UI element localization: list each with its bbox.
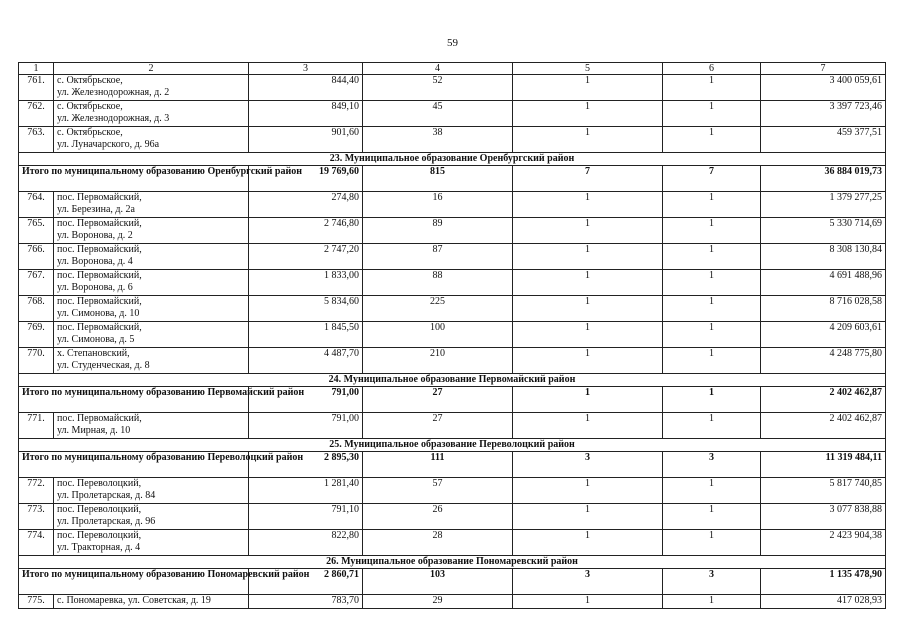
row-number: 769. <box>19 322 54 348</box>
area-cell: 2 860,71 <box>249 569 363 595</box>
address-line: ул. Пролетарская, д. 96 <box>57 516 156 527</box>
address-line: ул. Студенческая, д. 8 <box>57 360 150 371</box>
address-cell <box>54 101 249 127</box>
col6-cell: 1 <box>663 387 761 413</box>
table-row <box>19 296 886 322</box>
address-line: пос. Первомайский, <box>57 296 142 307</box>
section-heading-row <box>19 556 886 569</box>
row-number: 763. <box>19 127 54 153</box>
address-cell <box>54 75 249 101</box>
cost-cell: 3 400 059,61 <box>761 75 886 101</box>
address-line: пос. Переволоцкий, <box>57 478 142 489</box>
address-line: ул. Воронова, д. 2 <box>57 230 133 241</box>
area-cell: 274,80 <box>249 192 363 218</box>
area-cell: 791,10 <box>249 504 363 530</box>
total-label: Итого по муниципальному образованию Переволоцкий район <box>19 452 249 478</box>
col6-cell: 1 <box>663 244 761 270</box>
col6-cell: 1 <box>663 127 761 153</box>
col6-cell: 1 <box>663 192 761 218</box>
page-number: 59 <box>447 37 458 49</box>
cost-cell: 417 028,93 <box>761 595 886 609</box>
area-cell: 844,40 <box>249 75 363 101</box>
col6-cell: 1 <box>663 530 761 556</box>
area-cell: 19 769,60 <box>249 166 363 192</box>
column-header-row <box>19 63 886 75</box>
total-row <box>19 452 886 478</box>
address-cell <box>54 413 249 439</box>
count-cell: 27 <box>363 387 513 413</box>
address-cell <box>54 322 249 348</box>
col5-cell: 1 <box>513 387 663 413</box>
col6-cell: 7 <box>663 166 761 192</box>
total-label: Итого по муниципальному образованию Оренбургский район <box>19 166 249 192</box>
area-cell: 5 834,60 <box>249 296 363 322</box>
address-line: ул. Железнодорожная, д. 3 <box>57 113 170 124</box>
section-heading-row <box>19 374 886 387</box>
row-number: 762. <box>19 101 54 127</box>
total-label: Итого по муниципальному образованию Первомайский район <box>19 387 249 413</box>
area-cell: 849,10 <box>249 101 363 127</box>
col5-cell: 1 <box>513 296 663 322</box>
address-cell <box>54 270 249 296</box>
row-number: 775. <box>19 595 54 609</box>
col6-cell: 1 <box>663 101 761 127</box>
col6-cell: 3 <box>663 569 761 595</box>
address-cell <box>54 192 249 218</box>
total-label: Итого по муниципальному образованию Пономаревский район <box>19 569 249 595</box>
cost-cell: 5 817 740,85 <box>761 478 886 504</box>
section-heading-row <box>19 153 886 166</box>
section-heading: 25. Муниципальное образование Переволоцкий район <box>19 439 886 452</box>
column-header: 3 <box>249 63 363 75</box>
table-row <box>19 101 886 127</box>
table-row <box>19 192 886 218</box>
col5-cell: 1 <box>513 595 663 609</box>
address-line: ул. Пролетарская, д. 84 <box>57 490 156 501</box>
col6-cell: 1 <box>663 218 761 244</box>
count-cell: 27 <box>363 413 513 439</box>
address-line: ул. Воронова, д. 4 <box>57 256 133 267</box>
column-header: 1 <box>19 63 54 75</box>
row-number: 773. <box>19 504 54 530</box>
table-row <box>19 322 886 348</box>
table-row <box>19 348 886 374</box>
address-line: с. Октябрьское, <box>57 127 123 138</box>
col5-cell: 1 <box>513 504 663 530</box>
count-cell: 16 <box>363 192 513 218</box>
cost-cell: 2 423 904,38 <box>761 530 886 556</box>
col5-cell: 1 <box>513 413 663 439</box>
address-line: пос. Первомайский, <box>57 413 142 424</box>
total-row <box>19 387 886 413</box>
col5-cell: 1 <box>513 75 663 101</box>
row-number: 774. <box>19 530 54 556</box>
cost-cell: 11 319 484,11 <box>761 452 886 478</box>
address-cell <box>54 348 249 374</box>
address-line: х. Степановский, <box>57 348 130 359</box>
area-cell: 1 845,50 <box>249 322 363 348</box>
col6-cell: 1 <box>663 75 761 101</box>
count-cell: 45 <box>363 101 513 127</box>
col6-cell: 1 <box>663 270 761 296</box>
col5-cell: 1 <box>513 192 663 218</box>
table-row <box>19 530 886 556</box>
count-cell: 225 <box>363 296 513 322</box>
cost-cell: 3 077 838,88 <box>761 504 886 530</box>
table-row <box>19 75 886 101</box>
cost-cell: 8 308 130,84 <box>761 244 886 270</box>
section-heading-row <box>19 439 886 452</box>
address-line: пос. Первомайский, <box>57 218 142 229</box>
column-header: 5 <box>513 63 663 75</box>
col5-cell: 1 <box>513 270 663 296</box>
count-cell: 87 <box>363 244 513 270</box>
count-cell: 103 <box>363 569 513 595</box>
address-cell <box>54 127 249 153</box>
row-number: 770. <box>19 348 54 374</box>
address-line: ул. Симонова, д. 5 <box>57 334 135 345</box>
cost-cell: 4 248 775,80 <box>761 348 886 374</box>
row-number: 772. <box>19 478 54 504</box>
table-row <box>19 270 886 296</box>
address-line: ул. Симонова, д. 10 <box>57 308 140 319</box>
cost-cell: 36 884 019,73 <box>761 166 886 192</box>
count-cell: 100 <box>363 322 513 348</box>
address-line: пос. Первомайский, <box>57 192 142 203</box>
section-heading: 26. Муниципальное образование Пономаревский район <box>19 556 886 569</box>
address-line: пос. Первомайский, <box>57 244 142 255</box>
address-cell <box>54 530 249 556</box>
register-table <box>18 62 886 609</box>
address-line: ул. Луначарского, д. 96а <box>57 139 160 150</box>
col5-cell: 1 <box>513 478 663 504</box>
count-cell: 29 <box>363 595 513 609</box>
cost-cell: 1 379 277,25 <box>761 192 886 218</box>
col5-cell: 7 <box>513 166 663 192</box>
count-cell: 26 <box>363 504 513 530</box>
cost-cell: 8 716 028,58 <box>761 296 886 322</box>
area-cell: 2 895,30 <box>249 452 363 478</box>
col6-cell: 1 <box>663 413 761 439</box>
count-cell: 89 <box>363 218 513 244</box>
col6-cell: 3 <box>663 452 761 478</box>
column-header: 4 <box>363 63 513 75</box>
address-cell <box>54 244 249 270</box>
row-number: 761. <box>19 75 54 101</box>
column-header: 7 <box>761 63 886 75</box>
col5-cell: 3 <box>513 452 663 478</box>
address-cell <box>54 478 249 504</box>
column-header: 6 <box>663 63 761 75</box>
count-cell: 210 <box>363 348 513 374</box>
area-cell: 2 746,80 <box>249 218 363 244</box>
address-line: с. Октябрьское, <box>57 101 123 112</box>
address-line: с. Пономаревка, ул. Советская, д. 19 <box>57 595 211 606</box>
area-cell: 791,00 <box>249 387 363 413</box>
address-cell <box>54 595 249 609</box>
col6-cell: 1 <box>663 595 761 609</box>
table-row <box>19 127 886 153</box>
cost-cell: 3 397 723,46 <box>761 101 886 127</box>
col5-cell: 1 <box>513 348 663 374</box>
col6-cell: 1 <box>663 348 761 374</box>
area-cell: 822,80 <box>249 530 363 556</box>
address-line: с. Октябрьское, <box>57 75 123 86</box>
address-cell <box>54 218 249 244</box>
area-cell: 1 281,40 <box>249 478 363 504</box>
table-row <box>19 218 886 244</box>
area-cell: 783,70 <box>249 595 363 609</box>
col5-cell: 1 <box>513 127 663 153</box>
address-line: ул. Мирная, д. 10 <box>57 425 131 436</box>
address-cell <box>54 296 249 322</box>
col6-cell: 1 <box>663 296 761 322</box>
cost-cell: 2 402 462,87 <box>761 387 886 413</box>
column-header: 2 <box>54 63 249 75</box>
section-heading: 24. Муниципальное образование Первомайский район <box>19 374 886 387</box>
area-cell: 2 747,20 <box>249 244 363 270</box>
section-heading: 23. Муниципальное образование Оренбургский район <box>19 153 886 166</box>
total-row <box>19 166 886 192</box>
col5-cell: 1 <box>513 244 663 270</box>
cost-cell: 2 402 462,87 <box>761 413 886 439</box>
area-cell: 901,60 <box>249 127 363 153</box>
address-line: пос. Переволоцкий, <box>57 530 142 541</box>
col6-cell: 1 <box>663 504 761 530</box>
col5-cell: 1 <box>513 218 663 244</box>
col5-cell: 1 <box>513 530 663 556</box>
col6-cell: 1 <box>663 322 761 348</box>
row-number: 767. <box>19 270 54 296</box>
address-line: ул. Воронова, д. 6 <box>57 282 133 293</box>
cost-cell: 5 330 714,69 <box>761 218 886 244</box>
col5-cell: 1 <box>513 101 663 127</box>
row-number: 768. <box>19 296 54 322</box>
count-cell: 28 <box>363 530 513 556</box>
address-line: пос. Переволоцкий, <box>57 504 142 515</box>
table-row <box>19 478 886 504</box>
table-row <box>19 504 886 530</box>
address-line: ул. Березина, д. 2а <box>57 204 135 215</box>
count-cell: 88 <box>363 270 513 296</box>
cost-cell: 4 691 488,96 <box>761 270 886 296</box>
count-cell: 815 <box>363 166 513 192</box>
count-cell: 57 <box>363 478 513 504</box>
cost-cell: 459 377,51 <box>761 127 886 153</box>
address-line: пос. Первомайский, <box>57 270 142 281</box>
row-number: 764. <box>19 192 54 218</box>
address-cell <box>54 504 249 530</box>
table-body <box>19 63 886 609</box>
table-row <box>19 244 886 270</box>
area-cell: 791,00 <box>249 413 363 439</box>
cost-cell: 1 135 478,90 <box>761 569 886 595</box>
total-row <box>19 569 886 595</box>
area-cell: 4 487,70 <box>249 348 363 374</box>
count-cell: 38 <box>363 127 513 153</box>
row-number: 765. <box>19 218 54 244</box>
count-cell: 52 <box>363 75 513 101</box>
area-cell: 1 833,00 <box>249 270 363 296</box>
cost-cell: 4 209 603,61 <box>761 322 886 348</box>
row-number: 771. <box>19 413 54 439</box>
row-number: 766. <box>19 244 54 270</box>
table-row <box>19 595 886 609</box>
count-cell: 111 <box>363 452 513 478</box>
address-line: ул. Железнодорожная, д. 2 <box>57 87 170 98</box>
address-line: пос. Первомайский, <box>57 322 142 333</box>
col5-cell: 1 <box>513 322 663 348</box>
address-line: ул. Тракторная, д. 4 <box>57 542 141 553</box>
table-row <box>19 413 886 439</box>
col6-cell: 1 <box>663 478 761 504</box>
col5-cell: 3 <box>513 569 663 595</box>
